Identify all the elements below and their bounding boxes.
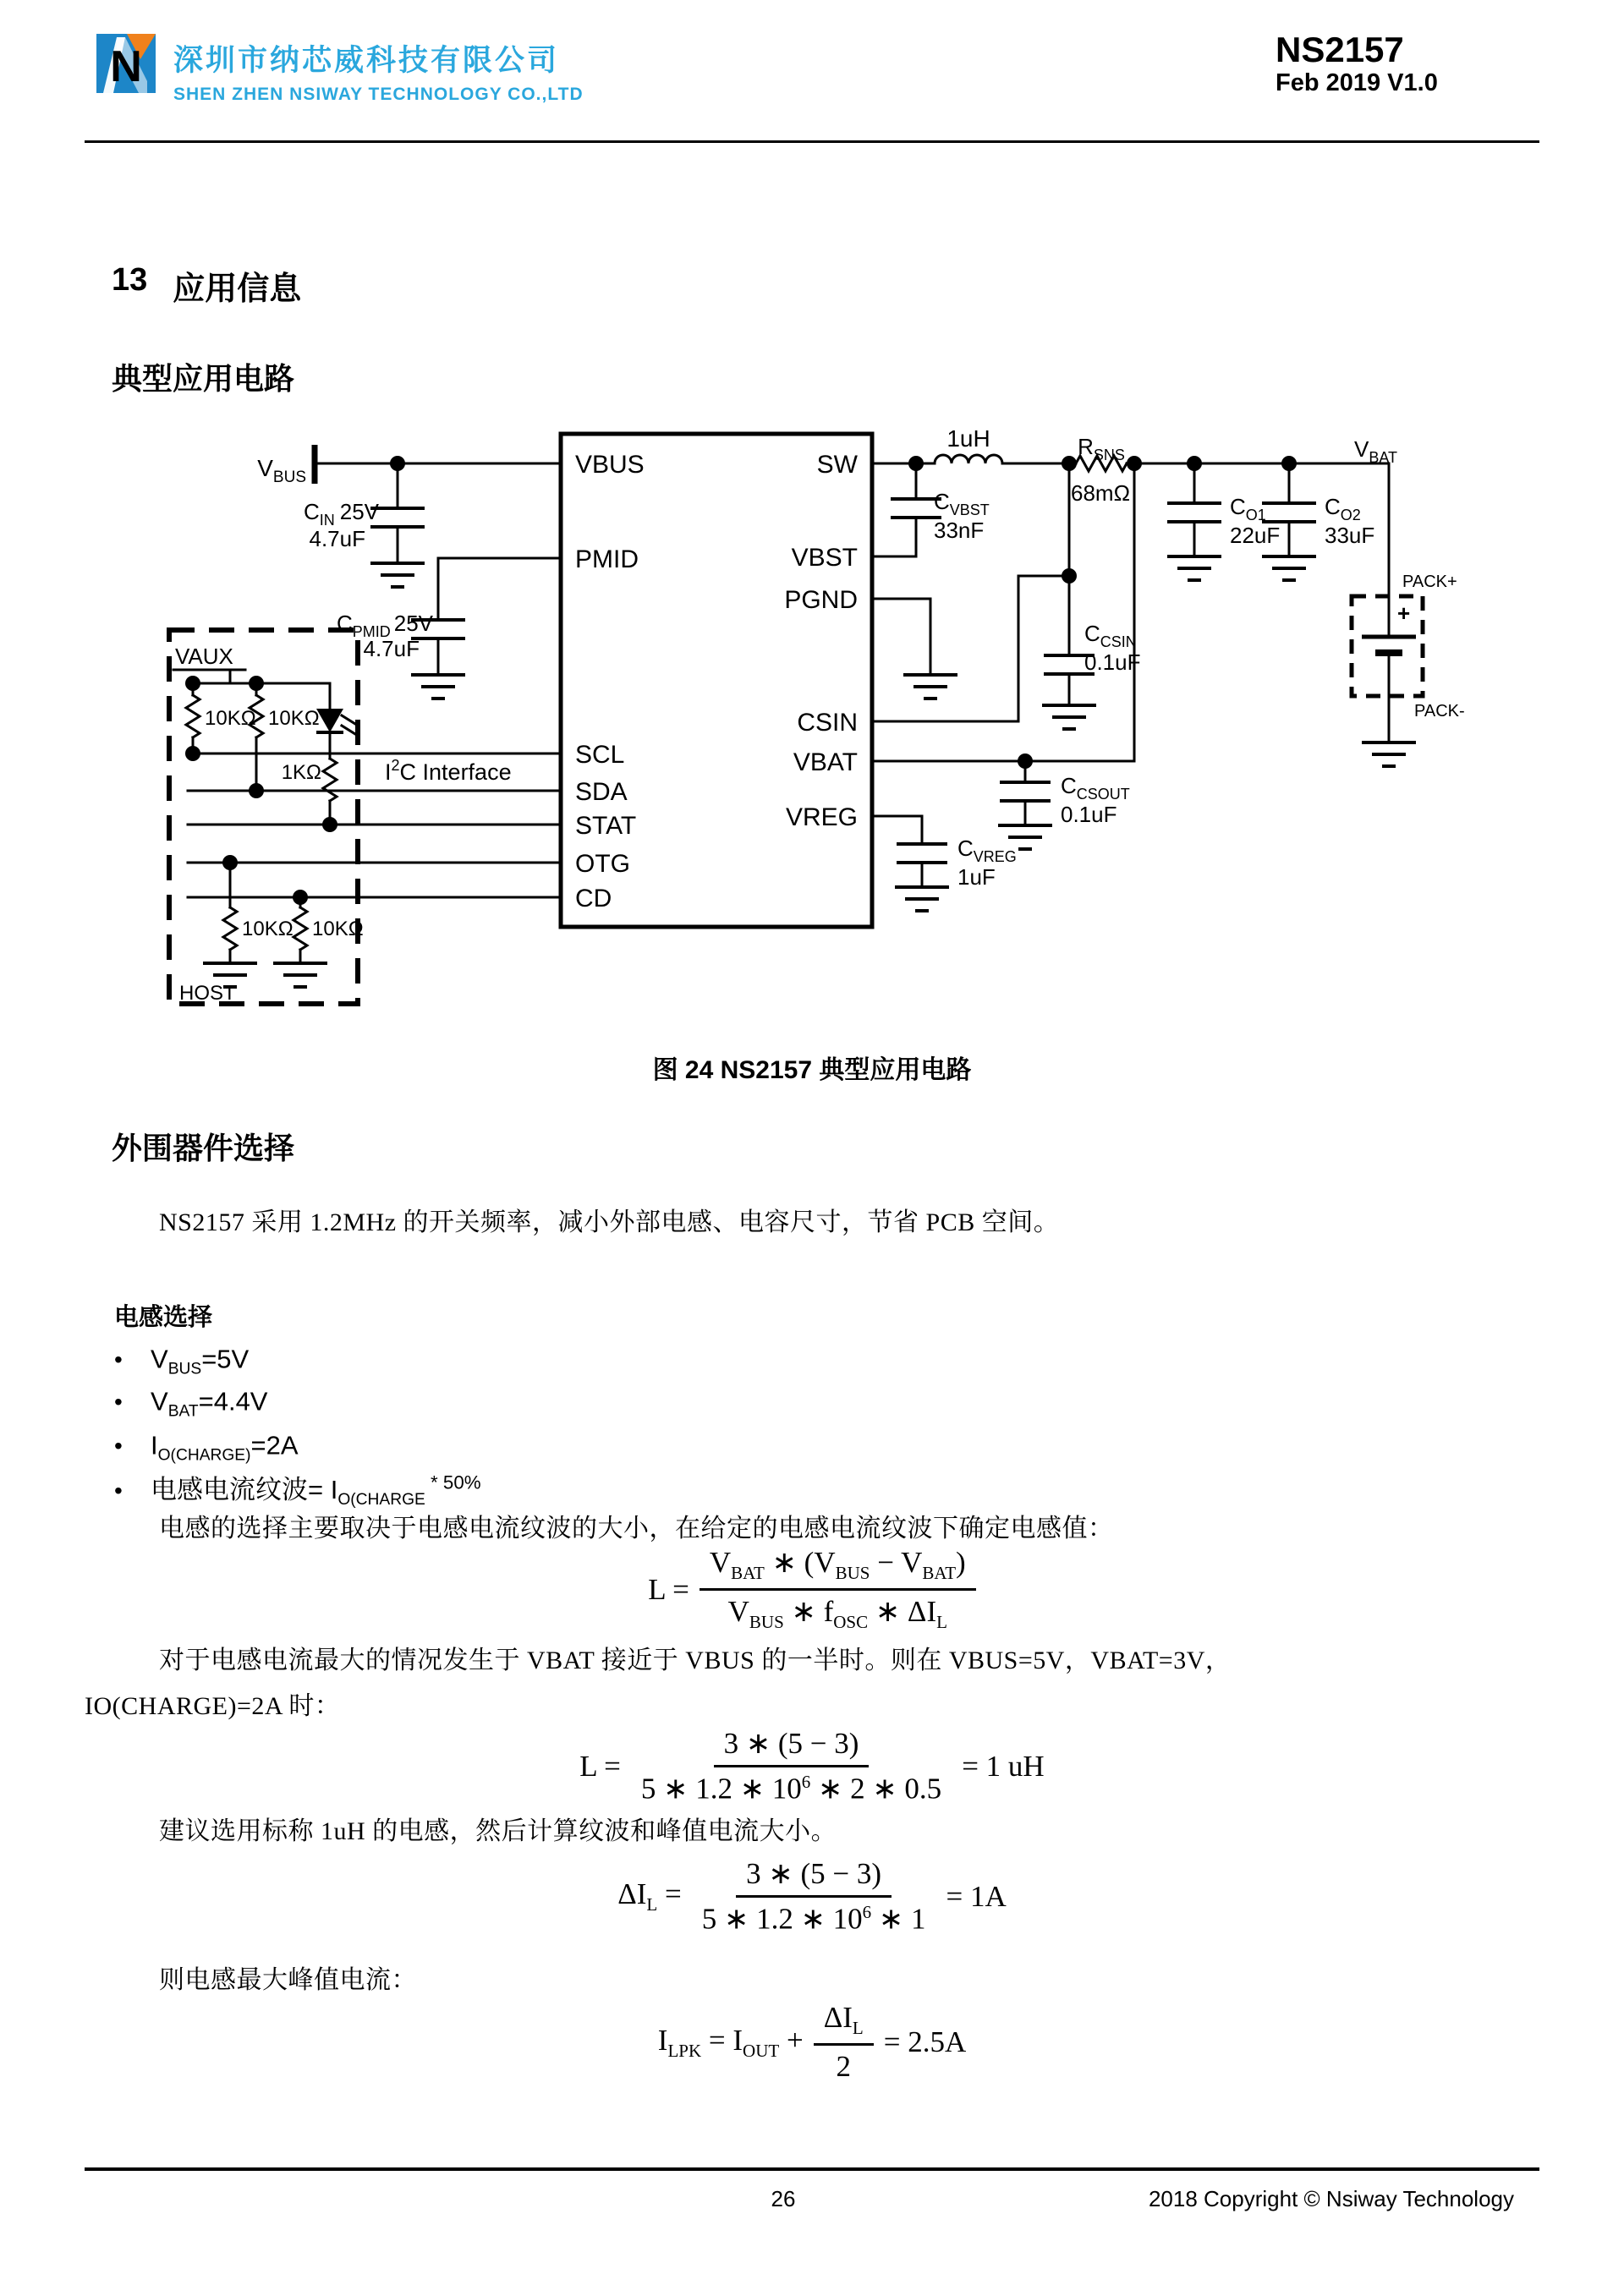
pin-pgnd: PGND <box>784 586 858 614</box>
label-r-led: 1KΩ <box>281 761 321 784</box>
para-suggest: 建议选用标称 1uH 的电感，然后计算纹波和峰值电流大小。 <box>159 1817 837 1845</box>
formula-denominator: 2 <box>836 2050 851 2083</box>
page-number: 26 <box>771 2186 796 2211</box>
copyright-notice: 2018 Copyright © Nsiway Technology <box>1148 2186 1514 2211</box>
label-ccsout-value: 0.1uF <box>1061 802 1117 827</box>
formula-denominator: $V_{BUS}$ ∗ $f_{OSC}$ ∗ $\Delta I_L$ <box>727 1595 947 1632</box>
logo-n-icon <box>95 32 157 95</box>
label-cpmid-value: 4.7uF <box>363 636 420 661</box>
bullet-vbus: • $V_{BUS}=5V$ <box>114 1344 250 1378</box>
label-cin-value: 4.7uF <box>309 526 365 551</box>
pin-vreg: VREG <box>785 803 858 831</box>
company-name-block <box>173 37 584 105</box>
label-cvreg: $C_{VREG}$ <box>957 836 1017 865</box>
label-cvbst-value: 33nF <box>934 518 985 543</box>
formula-result: = 2.5A <box>883 2025 967 2058</box>
battery-pack-box <box>1352 596 1423 696</box>
para-max-line1: 对于电感电流最大的情况发生于 VBAT 接近于 VBUS 的一半时。则在 VBUS=5V，VBAT=3V， <box>159 1647 1232 1674</box>
label-vaux: VAUX <box>175 644 233 669</box>
label-vbat-terminal: $V_{BAT}$ <box>1353 436 1397 466</box>
formula-lhs: L = <box>648 1572 689 1606</box>
formula-denominator: 5 ∗ 1.2 ∗ $10^6$ ∗ 2 ∗ 0.5 <box>640 1772 942 1806</box>
subsection-typical-circuit: 典型应用电路 <box>112 361 295 396</box>
pin-vbst: VBST <box>791 544 858 572</box>
company-name-cn: 深圳市纳芯威科技有限公司 <box>173 44 560 77</box>
label-pack-minus: PACK- <box>1414 702 1465 721</box>
label-cvbst: $C_{VBST}$ <box>934 489 990 518</box>
section-number: 13 <box>112 262 148 298</box>
label-r-otg: 10KΩ <box>242 918 294 940</box>
logo-letter: N <box>110 42 142 91</box>
pin-stat: STAT <box>575 812 637 840</box>
label-co1: $C_{O1}$ <box>1230 494 1266 523</box>
figure-caption: 图 24 NS2157 典型应用电路 <box>652 1056 972 1084</box>
subsection-peripheral: 外围器件选择 <box>112 1131 295 1165</box>
subsection-inductor: 电感选择 <box>114 1304 213 1331</box>
formula-lhs: $\Delta I_L$ = <box>617 1877 682 1915</box>
label-cpmid: $C_{PMID}$ 25V <box>336 611 433 640</box>
footer-rule <box>85 2167 1539 2171</box>
section-title: 应用信息 <box>173 271 302 307</box>
pin-scl: SCL <box>575 741 625 769</box>
pin-sw: SW <box>816 451 858 479</box>
pin-vbat: VBAT <box>793 748 858 776</box>
part-number: NS2157 <box>1276 30 1404 69</box>
label-rsns: $R_{SNS}$ <box>1078 434 1125 463</box>
label-cvreg-value: 1uF <box>957 864 996 890</box>
battery-plus-sign: + <box>1397 600 1411 626</box>
formula-ripple-calc <box>0 1857 1624 1937</box>
formula-numerator: 3 ∗ (5 − 3) <box>714 1727 870 1767</box>
company-logo <box>95 32 157 95</box>
pin-pmid: PMID <box>575 545 639 573</box>
label-r-pullup1: 10KΩ <box>205 707 256 730</box>
section-heading <box>112 262 301 309</box>
label-pack-plus: PACK+ <box>1402 573 1457 591</box>
label-i2c-interface: $I^2C$ Interface <box>385 757 512 785</box>
label-co1-value: 22uF <box>1230 523 1281 548</box>
label-r-pullup2: 10KΩ <box>268 707 320 730</box>
label-host: HOST <box>179 982 236 1005</box>
bullet-icharge: • $I_{O(CHARGE)}=2A$ <box>114 1430 299 1465</box>
formula-numerator: 3 ∗ (5 − 3) <box>736 1857 892 1898</box>
application-circuit-schematic <box>127 397 1506 1049</box>
pin-csin: CSIN <box>797 709 858 737</box>
label-ccsin: $C_{CSIN}$ <box>1084 621 1137 650</box>
bullet-dot: • <box>114 1389 123 1416</box>
label-r-cd: 10KΩ <box>312 918 364 940</box>
label-ccsin-value: 0.1uF <box>1084 649 1141 675</box>
formula-inductance-calc <box>0 1727 1624 1806</box>
pin-sda: SDA <box>575 778 628 806</box>
pin-vbus: VBUS <box>575 451 645 479</box>
label-co2: $C_{O2}$ <box>1325 494 1361 523</box>
label-inductor: 1uH <box>946 425 990 452</box>
para-max-line2: IO(CHARGE)=2A 时： <box>85 1692 341 1720</box>
revision-date: Feb 2019 V1.0 <box>1276 69 1438 97</box>
formula-inductance <box>0 1546 1624 1633</box>
header-rule <box>85 140 1539 143</box>
label-cin: $C_{IN}$ 25V <box>303 499 379 529</box>
formula-peak-current: $I_{LPK} = I_{OUT}$ + $\frac{\Delta I_L}{2}$ = 2.5A <box>657 2001 967 2083</box>
company-name-en: SHEN ZHEN NSIWAY TECHNOLOGY CO.,LTD <box>173 85 584 104</box>
label-rsns-value: 68mΩ <box>1070 480 1131 506</box>
pin-otg: OTG <box>575 850 630 878</box>
bullet-ripple: • 电感电流纹波= $I_{O(CHARGE}$ $^{* 50\%}$ <box>114 1471 481 1510</box>
formula-result: = 1A <box>946 1879 1007 1913</box>
para-ripple: 电感的选择主要取决于电感电流纹波的大小，在给定的电感电流纹波下确定电感值： <box>159 1515 1114 1543</box>
doc-id-block <box>1276 30 1438 97</box>
label-ccsout: $C_{CSOUT}$ <box>1061 773 1130 803</box>
bullet-dot: • <box>114 1477 123 1504</box>
formula-lhs: L = <box>579 1749 621 1783</box>
bullet-vbat: • $V_{BAT}=4.4V$ <box>114 1386 268 1421</box>
led-icon <box>316 709 343 732</box>
formula-result: = 1 uH <box>962 1749 1045 1783</box>
label-co2-value: 33uF <box>1325 523 1375 548</box>
pin-cd: CD <box>575 885 612 912</box>
formula-denominator: 5 ∗ 1.2 ∗ $10^6$ ∗ 1 <box>701 1902 926 1936</box>
formula-numerator: $V_{BAT}$ ∗ $(V_{BUS} - V_{BAT})$ <box>700 1546 976 1591</box>
bullet-dot: • <box>114 1346 123 1373</box>
label-vbus-terminal: $V_{BUS}$ <box>257 455 306 486</box>
formula-numerator: $\Delta I_L$ <box>814 2001 874 2046</box>
para-peak: 则电感最大峰值电流： <box>159 1966 417 1994</box>
bullet-dot: • <box>114 1433 123 1460</box>
para-intro: NS2157 采用 1.2MHz 的开关频率，减小外部电感、电容尺寸，节省 PCB 空间。 <box>159 1208 1060 1236</box>
inductor-icon <box>935 455 1002 463</box>
